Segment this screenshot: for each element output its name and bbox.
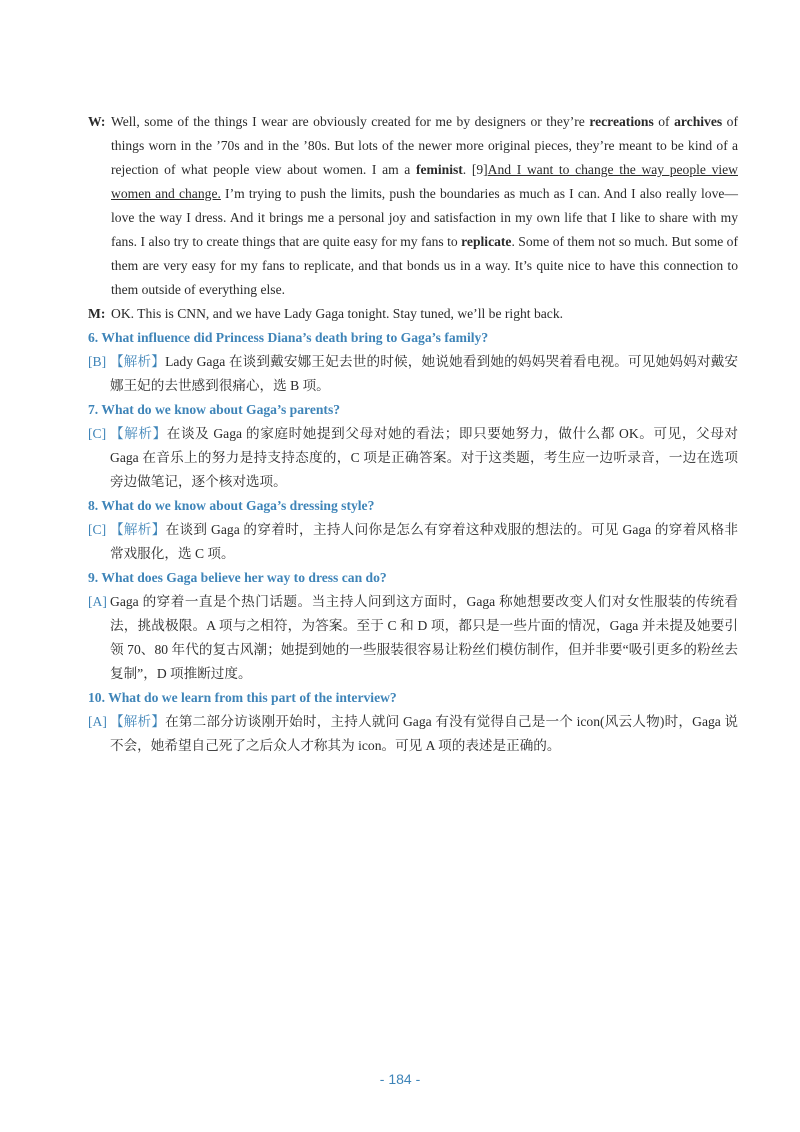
analysis-tag: 【解析】 [110,522,166,537]
answer-6 [88,350,738,398]
question-10: 10. What do we learn from this part of the interview? [88,690,397,705]
keyword: archives [674,114,723,129]
speaker-w-paragraph: W: Well, some of the things I wear are obviously created for me by designers or they’re recreations of archives of things worn in the ’70s and in the ’80s. But lots of the newer more original pieces, they’re meant to be kind of a rejection of what people view about women. I am a feminist. [9]And I want to change the way people view women and change. I’m trying to push the limits, push the boundaries as much as I can. And I also really love—love the way I dress. And it brings me a personal joy and satisfaction in my own life that I like to share with my fans. I also try to create things that are quite easy for my fans to replicate. Some of them not so much. But some of them are very easy for my fans to replicate, and that bonds us in a way. It’s quite nice to have this connection to them outside of everything else. [88,110,738,302]
answer-option: [B] [88,354,107,369]
speaker-label: W: [88,114,106,129]
analysis-text: 在谈到 Gaga 的穿着时，主持人问你是怎么有穿着这种戏服的想法的。可见 Gaga 的穿着风格非常戏服化，选 C 项。 [110,522,739,561]
keyword: replicate [461,234,512,249]
question-8: 8. What do we know about Gaga’s dressing style? [88,498,375,513]
analysis-tag: 【解析】 [110,714,166,729]
speaker-label: M: [88,306,106,321]
answer-8 [88,518,738,566]
analysis-tag: 【解析】 [110,354,166,369]
answer-option: [A] [88,714,107,729]
speaker-m-paragraph: M: OK. This is CNN, and we have Lady Gaga tonight. Stay tuned, we’ll be right back. [88,302,738,326]
keyword: recreations [589,114,654,129]
analysis-text: 在谈及 Gaga 的家庭时她提到父母对她的看法；即只要她努力，做什么都 OK。可见，父母对 Gaga 在音乐上的努力是持支持态度的，C 项是正确答案。对于这类题，考生应一边听录音，一边在选项旁边做笔记，逐个核对选项。 [110,426,739,489]
underlined-sentence: And I want to change the way people view women and change. [111,162,738,201]
answer-option: [A] [88,594,107,609]
answer-10 [88,710,738,758]
question-6: 6. What influence did Princess Diana’s death bring to Gaga’s family? [88,330,489,345]
answer-7 [88,422,738,494]
analysis-text: Lady Gaga 在谈到戴安娜王妃去世的时候，她说她看到她的妈妈哭着看电视。可见她妈妈对戴安娜王妃的去世感到很痛心，选 B 项。 [110,354,739,393]
answer-option: [C] [88,426,107,441]
page-number: - 184 - [379,1071,421,1087]
question-7: 7. What do we know about Gaga’s parents? [88,402,341,417]
question-9: 9. What does Gaga believe her way to dress can do? [88,570,387,585]
page-content [88,110,738,758]
analysis-tag: 【解析】 [110,426,167,441]
keyword: feminist [415,162,463,177]
analysis-text: Gaga 的穿着一直是个热门话题。当主持人问到这方面时，Gaga 称她想要改变人们对女性服装的传统看法，挑战极限。A 项与之相符，为答案。至于 C 和 D 项，都只是一些片面的情况，Gaga 并未提及她要引领 70、80 年代的复古风潮；她提到她的一些服装很容易让粉丝们模仿制作，但并非要“吸引更多的粉丝去复制”，D 项推断过度。 [110,594,738,681]
answer-9 [88,590,738,686]
analysis-text: 在第二部分访谈刚开始时，主持人就问 Gaga 有没有觉得自己是一个 icon(风云人物)时，Gaga 说不会，她希望自己死了之后众人才称其为 icon。可见 A 项的表述是正确的。 [110,714,738,753]
answer-option: [C] [88,522,107,537]
